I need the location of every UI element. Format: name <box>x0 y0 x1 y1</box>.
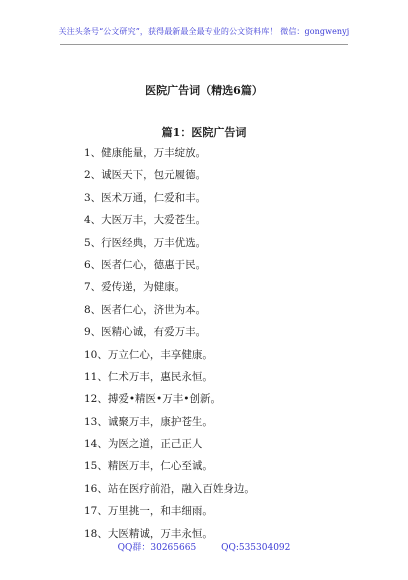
list-item: 8、医者仁心，济世为本。 <box>84 303 207 316</box>
footer-qq: QQ:535304092 <box>221 543 291 553</box>
list-item: 7、爱传递，为健康。 <box>84 281 186 294</box>
list-item: 11、仁术万丰，惠民永恒。 <box>84 370 213 383</box>
list-item: 10、万立仁心，丰享健康。 <box>84 348 213 361</box>
list-item: 17、万里挑一，和丰细雨。 <box>84 505 213 518</box>
list-item: 13、诚聚万丰，康护苍生。 <box>84 415 213 428</box>
section-title: 篇1：医院广告词 <box>161 126 247 139</box>
footer-contact <box>0 540 408 553</box>
list-item: 4、大医万丰，大爱苍生。 <box>84 214 207 227</box>
list-item: 5、行医经典，万丰优选。 <box>84 236 207 249</box>
list-item: 16、站在医疗前沿，融入百姓身边。 <box>84 482 255 495</box>
list-item: 18、大医精诚，万丰永恒。 <box>84 527 213 540</box>
list-item: 9、医精心诚，有爱万丰。 <box>84 326 207 339</box>
header-note: 关注头条号“公文研究”，获得最新最全最专业的公文资料库！ 微信：gongwenyj <box>58 27 350 36</box>
list-item: 14、为医之道，正己正人 <box>84 438 203 451</box>
slogan-list <box>84 146 374 549</box>
list-item: 2、诚医天下，包元履德。 <box>84 169 207 182</box>
list-item: 6、医者仁心，德惠于民。 <box>84 258 207 271</box>
list-item: 3、医术万通，仁爱和丰。 <box>84 191 207 204</box>
list-item: 1、健康能量，万丰绽放。 <box>84 147 207 159</box>
list-item: 15、精医万丰，仁心至诚。 <box>84 460 213 473</box>
header-divider <box>60 44 348 45</box>
footer-qq-group: QQ群：30265665 <box>117 543 197 553</box>
document-title: 医院广告词（精选6篇） <box>145 84 263 97</box>
list-item: 12、搏爱•精医•万丰•创新。 <box>84 393 221 406</box>
